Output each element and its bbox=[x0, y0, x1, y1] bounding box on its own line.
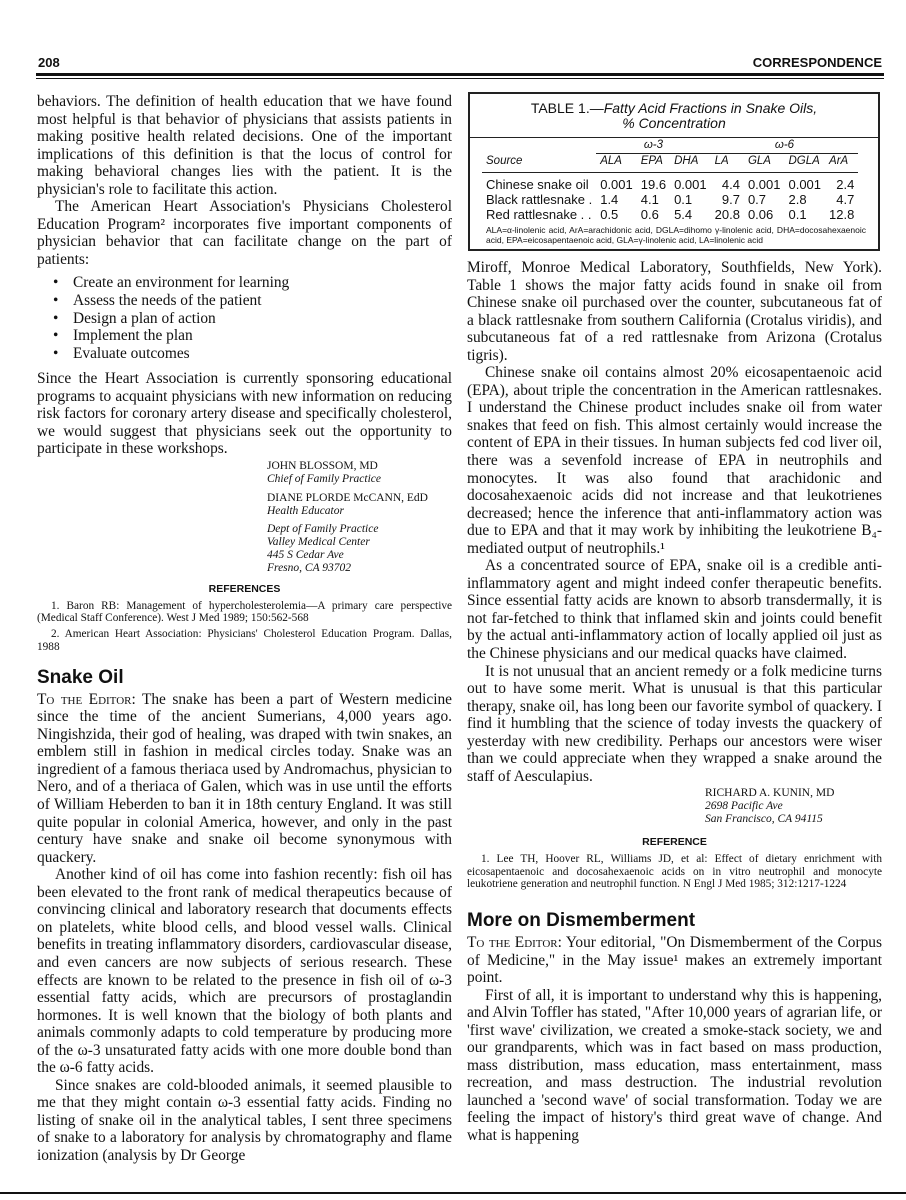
paragraph: Since the Heart Association is currently sponsoring educational programs to acquaint physicians with new information on reducing risk factors for coronary artery disease and specifically cholesterol, we would suggest that physicians seek out the opportunity to participate in these workshops. bbox=[37, 370, 452, 458]
column-header: LA bbox=[711, 154, 744, 173]
table-cell: 4.7 bbox=[836, 192, 855, 207]
bullet-item: • Assess the needs of the patient bbox=[73, 292, 452, 310]
header-rule bbox=[36, 73, 884, 76]
paragraph-text: The snake has been a part of Western medicine since the time of the ancient Sumerians, 4,000 years ago. Ningishzida, their god of healing, was draped with twin snakes, an emblem still in fashion in medical circles today. Snake was an ingredient of a famous theriaca used by Andromachus, physician to Nero, and of a theriaca of Galen, which was in use until the efforts of William Heberden to ban it in 18th century England. It was still quite popular in colonial America, however, and only in the past century have snake and snake oil become synonymous with quackery. bbox=[37, 690, 453, 866]
address-line: Valley Medical Center bbox=[267, 535, 370, 548]
page-number: 208 bbox=[38, 55, 60, 70]
paragraph: It is not unusual that an ancient remedy or a folk medicine turns out to have some merit. What is unusual is that this particular therapy, snake oil, has long been our favorite symbol of quackery. I find it humbling that the science of today invests the quackery of yesterday with new credibility. Perhaps our ancestors were wiser than we could appreciate when they wrapped a snake around the staff of Aesculapius. bbox=[467, 662, 882, 785]
column-header: DGLA bbox=[784, 154, 825, 173]
fatty-acid-table bbox=[482, 138, 858, 222]
reference-list bbox=[37, 600, 452, 653]
row-label: Red rattlesnake . . bbox=[486, 207, 592, 222]
column-header: Source bbox=[482, 154, 596, 173]
table-cell: 20.8 bbox=[714, 207, 740, 222]
group-header: ω-3 bbox=[596, 138, 710, 154]
table-cell: 19.6 bbox=[640, 177, 667, 192]
reference-item: 2. American Heart Association: Physicians' Cholesterol Education Program. Dallas, 1988 bbox=[37, 628, 452, 653]
table-cell: 12.8 bbox=[829, 207, 855, 222]
bullet-item: • Evaluate outcomes bbox=[73, 345, 452, 363]
reference-heading: REFERENCE bbox=[642, 836, 707, 849]
table-title-text: % Concentration bbox=[622, 115, 726, 131]
section-heading-dismemberment: More on Dismemberment bbox=[467, 910, 696, 932]
signature-block bbox=[705, 787, 882, 826]
salutation: To the Editor: bbox=[37, 690, 136, 708]
address-line: 2698 Pacific Ave bbox=[705, 800, 783, 813]
table-title-text: Fatty Acid Fractions in Snake Oils, bbox=[603, 100, 818, 116]
table-row bbox=[482, 192, 858, 207]
table-1 bbox=[468, 92, 880, 251]
reference-item: 1. Lee TH, Hoover RL, Williams JD, et al: Effect of dietary enrichment with eicosapentaenoic and docosahexaenoic acids on in vitro neutrophil and monocyte leukotriene generation and neutrophil function. N Engl J Med 1985; 312:1217-1224 bbox=[467, 853, 882, 890]
author-name: RICHARD A. KUNIN, MD bbox=[705, 787, 835, 800]
row-label: Chinese snake oil bbox=[486, 177, 589, 192]
table-cell: 9.7 bbox=[721, 192, 740, 207]
table-row bbox=[482, 207, 858, 222]
table-cell: 0.001 bbox=[788, 177, 822, 192]
table-cell: 0.1 bbox=[674, 192, 693, 207]
paragraph: The American Heart Association's Physicians Cholesterol Education Program² incorporates five important components of physician behavior that can facilitate change on the part of patients: bbox=[37, 198, 452, 268]
table-cell: 5.4 bbox=[674, 207, 693, 222]
address-line: San Francisco, CA 94115 bbox=[705, 813, 823, 826]
salutation: To the Editor: bbox=[467, 934, 562, 952]
section-heading-snake-oil: Snake Oil bbox=[37, 666, 124, 688]
address-line: Fresno, CA 93702 bbox=[267, 561, 352, 574]
table-cell: 0.5 bbox=[600, 207, 619, 222]
paragraph: Another kind of oil has come into fashion recently: fish oil has been elevated to the front rank of medical therapeutics because of convincing clinical and laboratory research that documents effects on platelets, white blood cells, and blood vessel walls. Clinical benefits in treating inflammatory disorders, cardiovascular disease, and even cancers are now subjects of serious research. These effects are known to be related to the presence in fish oil of ω-3 essential fatty acids, which are precursors of prostaglandin hormones. It is well known that the biology of both plants and animals commonly adapts to cold temperature by producing more of the ω-3 unsaturated fatty acids with one more double bond than the ω-6 fatty acids. bbox=[37, 866, 452, 1077]
table-cell: 2.4 bbox=[836, 177, 855, 192]
address-line: 445 S Cedar Ave bbox=[267, 548, 344, 561]
table-row bbox=[482, 173, 858, 193]
table-label: TABLE 1.— bbox=[530, 100, 604, 116]
table-title bbox=[470, 94, 878, 138]
bullet-item: • Create an environment for learning bbox=[73, 274, 452, 292]
paragraph: Miroff, Monroe Medical Laboratory, Southfields, New York). Table 1 shows the major fatty acids found in snake oil from Chinese snake oil purchased over the counter, subcutaneous fat of a black rattlesnake from southern California (Crotalus viridis), and subcutaneous fat of a red rattlesnake from Arizona (Crotalus tigris). bbox=[467, 259, 882, 364]
row-label: Black rattlesnake . bbox=[486, 192, 593, 207]
table-cell: 4.4 bbox=[721, 177, 740, 192]
footer-rule bbox=[0, 1192, 906, 1194]
table-cell: 0.7 bbox=[747, 192, 767, 207]
table-cell: 0.001 bbox=[747, 177, 781, 192]
signature-block bbox=[267, 460, 452, 575]
paragraph: Since snakes are cold-blooded animals, it seemed plausible to me that they might contain ω-3 essential fatty acids. Finding no listing of snake oil in the analytical tables, I sent three specimens of snake to a laboratory for analysis by chromatography and flame ionization (analysis by Dr George bbox=[37, 1076, 452, 1164]
author-name: JOHN BLOSSOM, MD bbox=[267, 459, 378, 472]
bullet-item: • Design a plan of action bbox=[73, 310, 452, 328]
table-cell: 4.1 bbox=[640, 192, 659, 207]
column-header: GLA bbox=[744, 154, 785, 173]
paragraph: As a concentrated source of EPA, snake oil is a credible anti-inflammatory agent and might indeed confer therapeutic benefits. Since essential fatty acids are known to absorb transdermally, it is not far-fetched to think that inflamed skin and joints could benefit by the actual anti-inflammatory action of locally applied oil just as the Chinese physicians and our medical quacks have claimed. bbox=[467, 557, 882, 663]
table-cell: 0.001 bbox=[600, 177, 633, 192]
column-header: EPA bbox=[637, 154, 670, 173]
header-rule-thin bbox=[36, 78, 884, 79]
bullet-item: • Implement the plan bbox=[73, 327, 452, 345]
column-header: DHA bbox=[670, 154, 711, 173]
paragraph: behaviors. The definition of health education that we have found most helpful is that behavior of physicians that assists patients in making positive health related decisions. One of the important implications of this definition is that the locus of control for making behavioral changes lies with the patient. It is the physician's role to facilitate this action. bbox=[37, 93, 452, 198]
address-line: Dept of Family Practice bbox=[267, 522, 379, 535]
table-cell: 0.06 bbox=[747, 207, 774, 222]
column-header: ArA bbox=[825, 154, 858, 173]
paragraph bbox=[37, 691, 452, 866]
author-name: DIANE PLORDE McCANN, EdD bbox=[267, 491, 428, 504]
left-column bbox=[37, 93, 452, 1165]
paragraph bbox=[467, 934, 882, 987]
table-cell: 0.1 bbox=[788, 207, 807, 222]
table-cell: 1.4 bbox=[600, 192, 619, 207]
group-header: ω-6 bbox=[711, 138, 859, 154]
table-cell: 0.6 bbox=[640, 207, 659, 222]
reference-list bbox=[467, 853, 882, 890]
section-label: CORRESPONDENCE bbox=[752, 55, 882, 70]
paragraph-text: Your editorial, "On Dismemberment of the Corpus of Medicine," in the May issue¹ makes an extremely important point. bbox=[467, 934, 882, 987]
bullet-list bbox=[37, 274, 452, 362]
table-cell: 2.8 bbox=[788, 192, 807, 207]
author-title: Chief of Family Practice bbox=[267, 472, 382, 485]
references-heading: REFERENCES bbox=[208, 582, 281, 595]
paragraph: First of all, it is important to understand why this is happening, and Alvin Toffler has stated, "After 10,000 years of agrarian life, or 'first wave' civilization, we created a smoke-stack society, we and our grandparents, which was in fact based on mass production, mass distribution, mass education, mass entertainment, mass recreation, and mass destruction. The industrial revolution launched a 'second wave' of social transformation. Today we are feeling the impact of history's third great wave of change. And what is happening bbox=[467, 986, 882, 1145]
right-column bbox=[467, 92, 882, 1145]
table-footnote: ALA=α-linolenic acid, ArA=arachidonic acid, DGLA=dihomo γ-linolenic acid, DHA=docosahexaenoic acid, EPA=eicosapentaenoic acid, GLA=γ-linolenic acid, LA=linolenic acid bbox=[486, 225, 866, 245]
reference-item: 1. Baron RB: Management of hypercholesterolemia—A primary care perspective (Medical Staff Conference). West J Med 1989; 150:562-568 bbox=[37, 599, 452, 625]
paragraph: Chinese snake oil contains almost 20% eicosapentaenoic acid (EPA), about triple the concentration in the American rattlesnakes. I understand the Chinese product includes snake oil from water snakes that feed on fish. This almost certainly would increase the content of EPA in their tissues. In human subjects fed cod liver oil, there was a sevenfold increase of EPA in neutrophils and monocytes. It was also found that arachidonic and docosahexaenoic acids did not increase and that leukotrienes decreased; hence the inference that anti-inflammatory action was due to EPA and that it may work by inhibiting the leukotriene B₄-mediated output of neutrophils.¹ bbox=[467, 364, 882, 557]
column-header: ALA bbox=[596, 154, 637, 173]
author-title: Health Educator bbox=[267, 504, 344, 517]
table-cell: 0.001 bbox=[674, 177, 707, 192]
